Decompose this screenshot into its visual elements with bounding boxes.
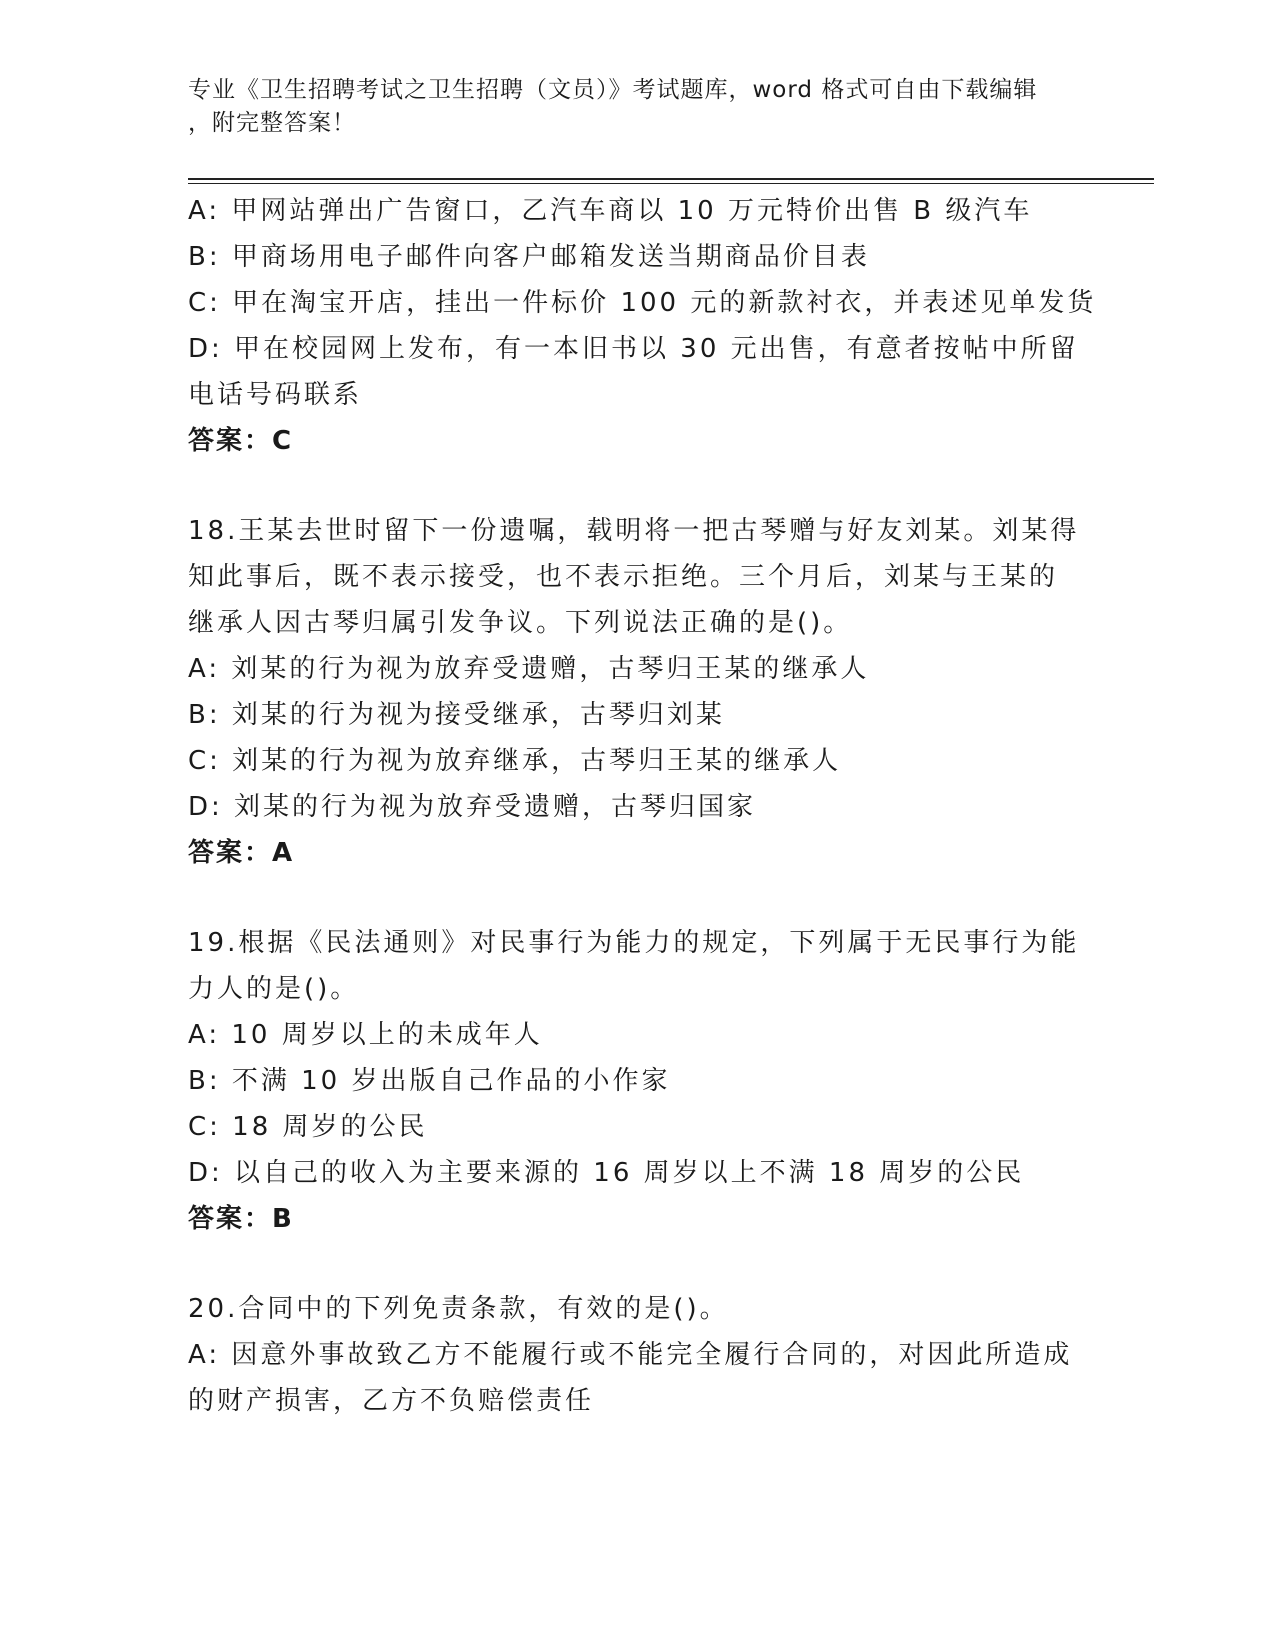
question-text: 20.合同中的下列免责条款，有效的是()。 bbox=[188, 1294, 729, 1324]
option-d: D: 甲在校园网上发布，有一本旧书以 30 元出售，有意者按帖中所留 bbox=[188, 334, 1079, 364]
answer-label: 答案：A bbox=[188, 838, 295, 868]
block-spacer bbox=[188, 464, 1088, 508]
option-a: A: 因意外事故致乙方不能履行或不能完全履行合同的，对因此所造成 bbox=[188, 1340, 1073, 1370]
option-a: A: 刘某的行为视为放弃受遗赠，古琴归王某的继承人 bbox=[188, 654, 870, 684]
question-text: 19.根据《民法通则》对民事行为能力的规定，下列属于无民事行为能 bbox=[188, 928, 1080, 958]
option-a: A: 10 周岁以上的未成年人 bbox=[188, 1020, 543, 1050]
header-line-2: ，附完整答案！ bbox=[188, 110, 356, 136]
question-text: 知此事后，既不表示接受，也不表示拒绝。三个月后，刘某与王某的 bbox=[188, 562, 1059, 592]
option-d-continued: 电话号码联系 bbox=[188, 380, 363, 410]
block-spacer bbox=[188, 1242, 1088, 1286]
answer-label: 答案：B bbox=[188, 1204, 294, 1234]
block-spacer bbox=[188, 876, 1088, 920]
question-block bbox=[188, 188, 1097, 464]
question-block bbox=[188, 508, 1088, 876]
question-text: 18.王某去世时留下一份遗嘱，载明将一把古琴赠与好友刘某。刘某得 bbox=[188, 516, 1080, 546]
question-text: 力人的是()。 bbox=[188, 974, 360, 1004]
option-c: C: 刘某的行为视为放弃继承，古琴归王某的继承人 bbox=[188, 746, 842, 776]
answer-label: 答案：C bbox=[188, 426, 294, 456]
option-d: D: 以自己的收入为主要来源的 16 周岁以上不满 18 周岁的公民 bbox=[188, 1158, 1025, 1188]
option-d: D: 刘某的行为视为放弃受遗赠，古琴归国家 bbox=[188, 792, 757, 822]
question-block bbox=[188, 1286, 1088, 1424]
question-block bbox=[188, 920, 1088, 1242]
option-b: B: 不满 10 岁出版自己作品的小作家 bbox=[188, 1066, 671, 1096]
option-a-continued: 的财产损害，乙方不负赔偿责任 bbox=[188, 1386, 595, 1416]
option-c: C: 18 周岁的公民 bbox=[188, 1112, 428, 1142]
option-c: C: 甲在淘宝开店，挂出一件标价 100 元的新款衬衣，并表述见单发货 bbox=[188, 288, 1097, 318]
header-divider-thick bbox=[188, 178, 1154, 180]
page-header bbox=[188, 74, 1068, 140]
option-b: B: 甲商场用电子邮件向客户邮箱发送当期商品价目表 bbox=[188, 242, 870, 272]
header-divider-thin bbox=[188, 183, 1154, 184]
question-content bbox=[188, 188, 1097, 1424]
option-a: A: 甲网站弹出广告窗口，乙汽车商以 10 万元特价出售 B 级汽车 bbox=[188, 196, 1033, 226]
question-text: 继承人因古琴归属引发争议。下列说法正确的是()。 bbox=[188, 608, 853, 638]
option-b: B: 刘某的行为视为接受继承，古琴归刘某 bbox=[188, 700, 725, 730]
header-line-1: 专业《卫生招聘考试之卫生招聘（文员）》考试题库，word 格式可自由下载编辑 bbox=[188, 77, 1038, 103]
